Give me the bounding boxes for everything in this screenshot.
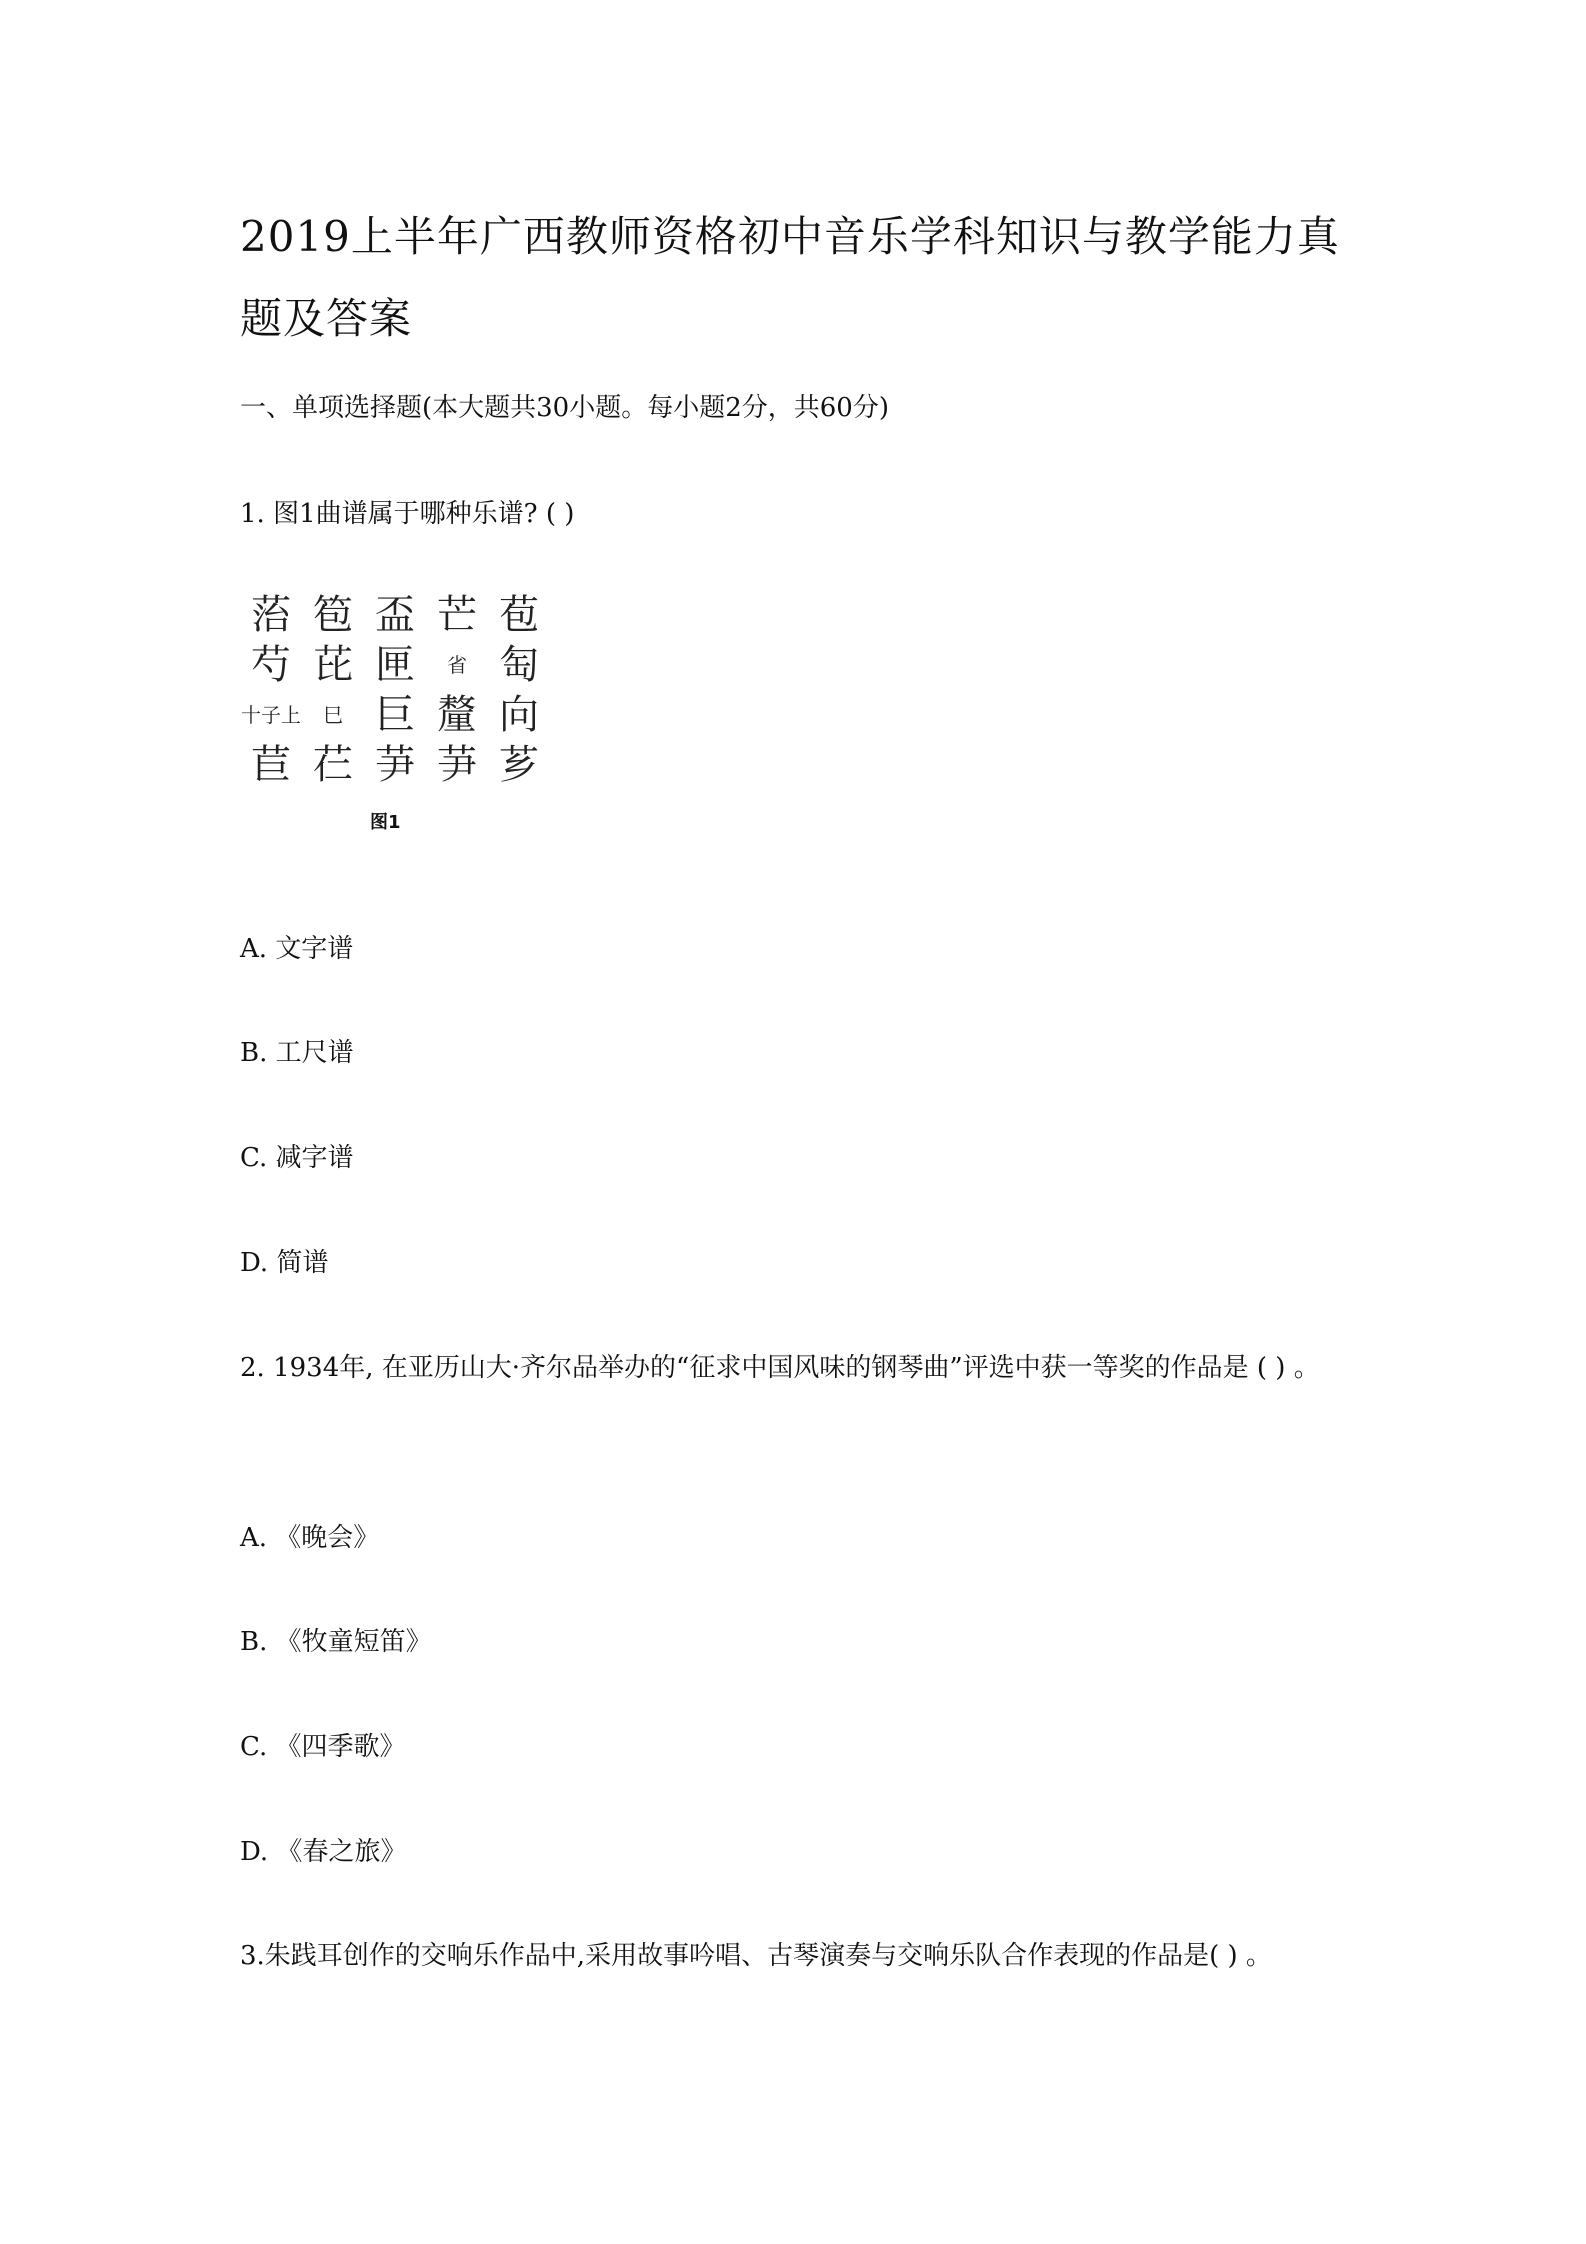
score-glyph: 芗 [499,742,539,788]
score-glyph: 芘 [313,642,353,688]
score-glyph: 十子上 [241,703,301,727]
q1-option-a: A. 文字谱 [240,934,354,964]
score-glyph: 巨 [375,692,415,738]
score-glyph: 芒 [437,592,477,638]
question-3-stem: 3.朱践耳创作的交响乐作品中,采用故事吟唱、古琴演奏与交响乐队合作表现的作品是( ) 。 [240,1941,1272,1971]
q2-option-c: C. 《四季歌》 [240,1732,406,1762]
score-glyph: 苞 [499,592,539,638]
score-glyph: 菭 [251,592,291,638]
q2-option-b: B. 《牧童短笛》 [240,1627,432,1657]
figure-1-score [240,590,570,840]
question-2-stem: 2. 1934年, 在亚历山大·齐尔品举办的“征求中国风味的钢琴曲”评选中获一等奖的作品是 ( ) 。 [240,1353,1320,1383]
figure-caption: 图1 [370,812,401,833]
q1-option-d: D. 简谱 [240,1248,329,1278]
q1-option-b: B. 工尺谱 [240,1038,354,1068]
score-glyph: 芍 [251,642,291,688]
q2-option-d: D. 《春之旅》 [240,1837,407,1867]
score-glyph: 巳 [323,703,343,727]
jianzi-score-glyphs [240,590,560,790]
question-1-stem: 1. 图1曲谱属于哪种乐谱? ( ) [240,499,575,529]
section-heading: 一、单项选择题(本大题共30小题。每小题2分，共60分) [240,393,889,423]
score-glyph: 匣 [375,642,415,688]
q1-option-c: C. 减字谱 [240,1143,354,1173]
score-glyph: 苣 [251,742,291,788]
score-glyph: 芢 [313,742,353,788]
score-glyph: 盃 [375,592,415,638]
score-glyph: 省 [447,653,467,677]
document-title: 2019上半年广西教师资格初中音乐学科知识与教学能力真题及答案 [240,212,1340,343]
score-glyph: 匋 [499,642,539,688]
q2-option-a: A. 《晚会》 [240,1523,380,1553]
score-glyph: 芛 [437,742,477,788]
score-glyph: 釐 [437,692,477,738]
score-glyph: 芛 [375,742,415,788]
score-glyph: 笣 [313,592,353,638]
score-glyph: 向 [499,692,539,738]
